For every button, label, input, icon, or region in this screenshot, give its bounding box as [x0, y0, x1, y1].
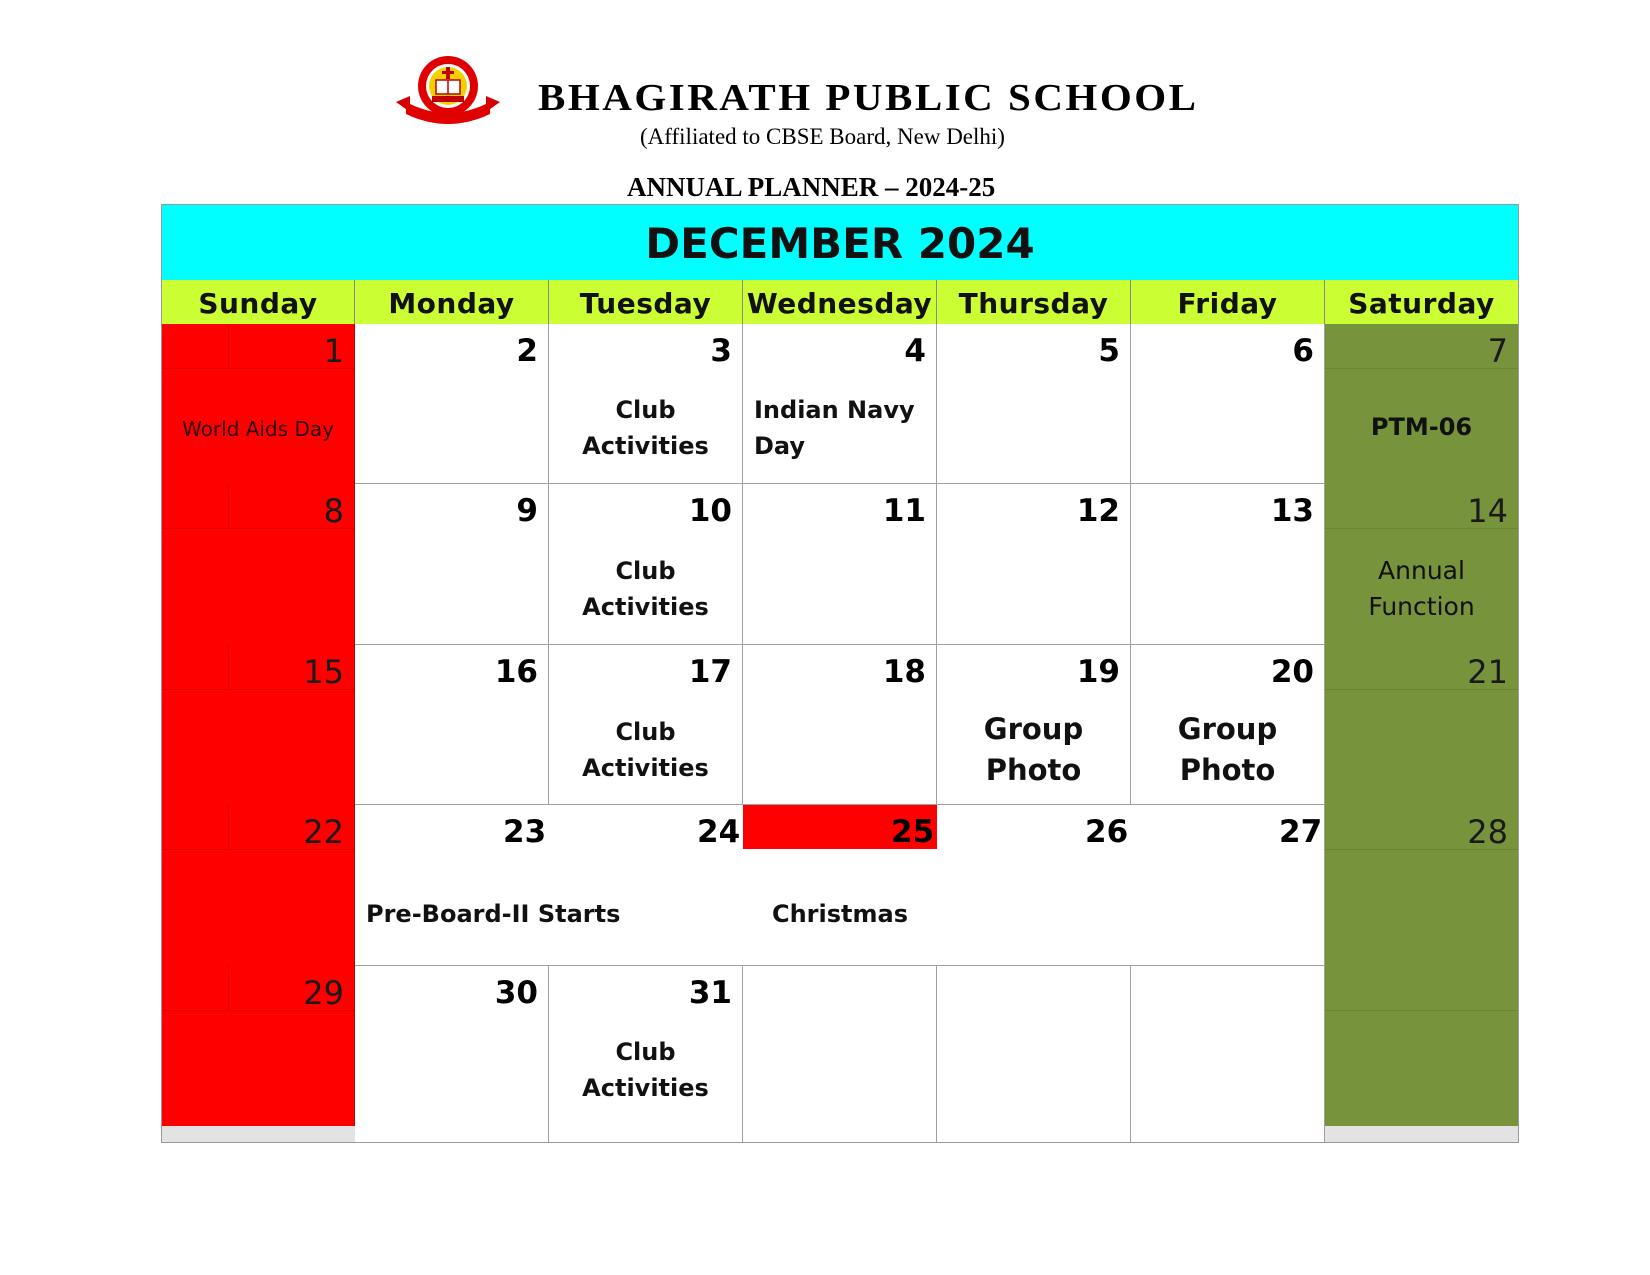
weekday-thursday: Thursday	[937, 280, 1131, 324]
day-number: 3	[710, 333, 732, 369]
day-cell-empty	[937, 966, 1131, 1142]
event-pre-board: Pre-Board-II Starts	[366, 900, 621, 928]
event-club-activities: Club	[615, 396, 676, 424]
day-cell	[355, 645, 549, 805]
event-group-photo: Group	[983, 712, 1084, 746]
day-number: 17	[688, 654, 732, 690]
event-world-aids-day: World Aids Day	[182, 417, 334, 441]
day-cell	[355, 966, 549, 1142]
planner-title: ANNUAL PLANNER – 2024-25	[627, 172, 996, 202]
day-number: 24	[697, 814, 741, 850]
day-cell	[355, 484, 549, 645]
calendar-grid	[161, 204, 1519, 1143]
day-number: 13	[1270, 493, 1314, 529]
event-ptm: PTM-06	[1370, 413, 1473, 441]
event-club-activities: Club	[615, 1038, 676, 1066]
event-club-activities: Activities	[582, 1074, 709, 1102]
event-group-photo: Photo	[985, 753, 1082, 787]
weekday-friday: Friday	[1131, 280, 1325, 324]
event-annual-function: Annual	[1378, 556, 1465, 585]
day-cell	[937, 324, 1131, 484]
day-number: 29	[303, 974, 344, 1012]
event-club-activities: Activities	[582, 432, 709, 460]
day-cell	[1131, 645, 1325, 805]
day-cell	[743, 484, 937, 645]
day-number: 10	[688, 493, 732, 529]
day-number: 30	[494, 975, 538, 1011]
event-indian-navy-day: Indian Navy	[754, 396, 915, 424]
day-number: 1	[323, 332, 344, 370]
day-cell	[743, 645, 937, 805]
event-indian-navy-day: Day	[754, 432, 806, 460]
day-number: 19	[1076, 654, 1120, 690]
footer-strip	[162, 1126, 355, 1142]
event-club-activities: Club	[615, 557, 676, 585]
day-number: 31	[688, 975, 732, 1011]
day-cell	[162, 966, 355, 1126]
day-number: 12	[1076, 493, 1120, 529]
weekday-saturday: Saturday	[1325, 280, 1518, 324]
day-cell-empty	[1131, 966, 1325, 1142]
day-number: 4	[904, 333, 926, 369]
event-annual-function: Function	[1368, 592, 1475, 621]
day-number: 8	[323, 492, 344, 530]
day-cell	[549, 966, 743, 1142]
day-number: 21	[1467, 653, 1508, 691]
month-title: DECEMBER 2024	[162, 205, 1518, 280]
day-number: 11	[882, 493, 926, 529]
day-cell-empty	[1325, 966, 1518, 1126]
day-cell	[1131, 324, 1325, 484]
day-cell	[743, 324, 937, 484]
day-number: 16	[494, 654, 538, 690]
event-club-activities: Activities	[582, 754, 709, 782]
day-number: 15	[303, 653, 344, 691]
day-number: 20	[1270, 654, 1314, 690]
event-christmas: Christmas	[771, 900, 908, 928]
day-cell	[1131, 484, 1325, 645]
day-cell	[1325, 645, 1518, 805]
day-cell	[549, 324, 743, 484]
day-number: 6	[1292, 333, 1314, 369]
event-club-activities: Club	[615, 718, 676, 746]
day-number: 22	[303, 813, 344, 851]
day-cell	[549, 484, 743, 645]
day-number: 25	[891, 814, 935, 850]
weekday-tuesday: Tuesday	[549, 280, 743, 324]
day-cell	[937, 645, 1131, 805]
day-cell-empty	[743, 966, 937, 1142]
day-cell	[162, 324, 355, 484]
day-cell	[355, 324, 549, 484]
day-number: 26	[1085, 814, 1129, 850]
day-cell	[162, 805, 355, 966]
day-number: 9	[516, 493, 538, 529]
affiliation: (Affiliated to CBSE Board, New Delhi)	[640, 124, 1005, 149]
day-number: 27	[1279, 814, 1323, 850]
weekday-wednesday: Wednesday	[743, 280, 937, 324]
footer-strip	[1325, 1126, 1518, 1142]
day-number: 28	[1467, 813, 1508, 851]
day-cell	[162, 484, 355, 645]
day-cell	[1325, 805, 1518, 966]
weekday-sunday: Sunday	[162, 280, 355, 324]
day-cell	[162, 645, 355, 805]
event-group-photo: Photo	[1179, 753, 1276, 787]
exam-week-band	[355, 805, 1325, 966]
day-number: 23	[503, 814, 547, 850]
day-number: 7	[1487, 332, 1508, 370]
school-logo	[392, 52, 504, 126]
day-cell	[1325, 324, 1518, 484]
weekday-monday: Monday	[355, 280, 549, 324]
day-number: 18	[882, 654, 926, 690]
event-club-activities: Activities	[582, 593, 709, 621]
day-cell	[549, 645, 743, 805]
day-cell	[937, 484, 1131, 645]
day-number: 14	[1467, 492, 1508, 530]
day-cell	[1325, 484, 1518, 645]
school-name: BHAGIRATH PUBLIC SCHOOL	[538, 75, 1199, 119]
event-group-photo: Group	[1177, 712, 1278, 746]
day-number: 2	[516, 333, 538, 369]
day-number: 5	[1098, 333, 1120, 369]
